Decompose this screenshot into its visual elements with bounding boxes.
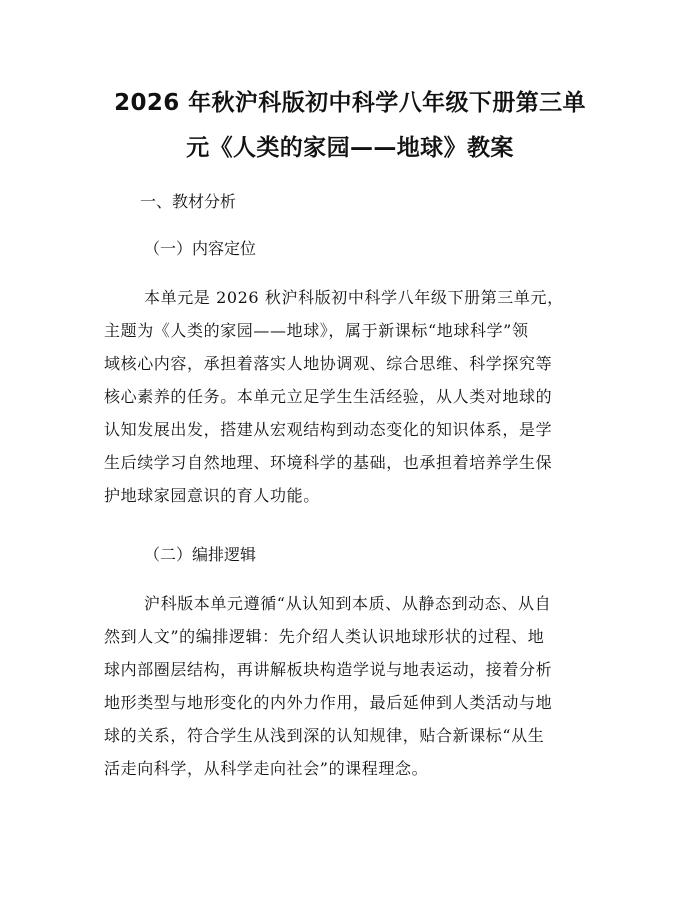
paragraph-line: 沪科版本单元遵循“从认知到本质、从静态到动态、从自 [144,594,552,613]
paragraph-line: 地形类型与地形变化的内外力作用，最后延伸到人类活动与地 [104,693,553,712]
paragraph-line: 认知发展出发，搭建从宏观结构到动态变化的知识体系，是学 [104,420,553,439]
document-title-line-1: 2026 年秋沪科版初中科学八年级下册第三单 [114,90,586,116]
paragraph-line: 主题为《人类的家园——地球》，属于新课标“地球科学”领 [104,321,529,340]
paragraph-line: 护地球家园意识的育人功能。 [104,486,320,505]
paragraph-line: 域核心内容，承担着落实人地协调观、综合思维、科学探究等 [104,354,553,373]
document-title-line-2: 元《人类的家园——地球》教案 [186,135,514,161]
paragraph-line: 活走向科学，从科学走向社会”的课程理念。 [104,759,429,778]
paragraph-line: 核心素养的任务。本单元立足学生生活经验，从人类对地球的 [104,387,553,406]
paragraph-line: 球的关系，符合学生从浅到深的认知规律，贴合新课标“从生 [104,726,545,745]
section-heading-textbook-analysis: 一、教材分析 [140,192,237,211]
paragraph-line: 然到人文”的编排逻辑：先介绍人类认识地球形状的过程、地 [104,627,545,646]
paragraph-line: 球内部圈层结构，再讲解板块构造学说与地表运动，接着分析 [104,660,553,679]
subsection-heading-content-positioning: （一）内容定位 [144,239,257,258]
paragraph-line: 生后续学习自然地理、环境科学的基础，也承担着培养学生保 [104,453,553,472]
paragraph-line: 本单元是 2026 秋沪科版初中科学八年级下册第三单元， [144,288,564,307]
subsection-heading-arrangement-logic: （二）编排逻辑 [144,545,257,564]
